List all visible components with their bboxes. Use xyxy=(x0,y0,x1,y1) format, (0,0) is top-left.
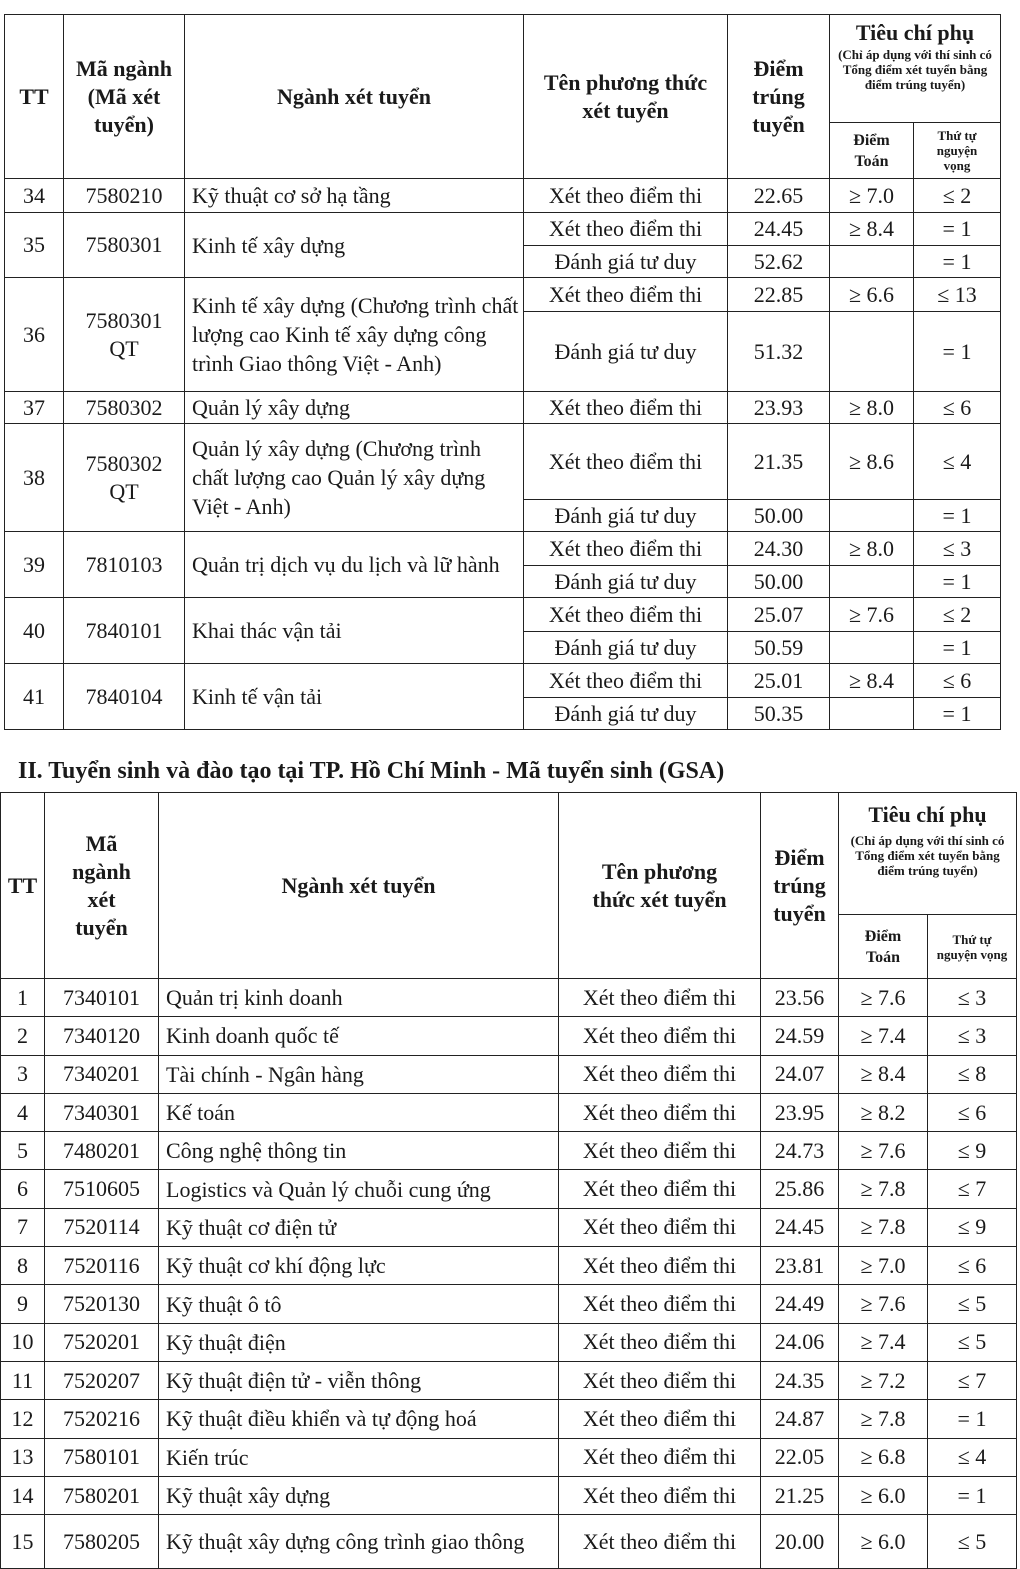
row-nganh: Kỹ thuật ô tô xyxy=(159,1285,559,1323)
row-phuong-thuc: Xét theo điểm thi xyxy=(559,1170,761,1208)
row-diem: 24.07 xyxy=(761,1055,839,1093)
table-row xyxy=(1,1323,1017,1361)
row-phuong-thuc: Xét theo điểm thi xyxy=(524,179,728,213)
row-thu-tu: = 1 xyxy=(928,1476,1017,1514)
row-tt: 5 xyxy=(1,1132,45,1170)
row-ma: 7340120 xyxy=(45,1017,159,1055)
header-nganh: Ngành xét tuyển xyxy=(159,793,559,979)
row-phuong-thuc: Xét theo điểm thi xyxy=(559,1361,761,1399)
row-diem: 22.85 xyxy=(728,278,830,312)
row-nganh: Kỹ thuật điều khiển và tự động hoá xyxy=(159,1400,559,1438)
row-ma: 7520201 xyxy=(45,1323,159,1361)
row-diem-toan xyxy=(830,312,914,392)
row-thu-tu: = 1 xyxy=(914,566,1001,598)
row-tt: 3 xyxy=(1,1055,45,1093)
row-nganh: Kinh tế xây dựng (Chương trình chất lượng cao Kinh tế xây dựng công trình Giao thông Việt - Anh) xyxy=(185,278,524,392)
row-phuong-thuc: Xét theo điểm thi xyxy=(559,1515,761,1569)
row-tt: 13 xyxy=(1,1438,45,1476)
row-ma: 7580205 xyxy=(45,1515,159,1569)
row-thu-tu: ≤ 9 xyxy=(928,1208,1017,1246)
row-thu-tu: = 1 xyxy=(914,698,1001,730)
row-diem-toan: ≥ 7.6 xyxy=(830,598,914,632)
row-tt: 8 xyxy=(1,1247,45,1285)
row-diem: 22.65 xyxy=(728,179,830,213)
row-diem-toan: ≥ 8.4 xyxy=(839,1055,928,1093)
row-tt: 6 xyxy=(1,1170,45,1208)
row-diem-toan: ≥ 8.4 xyxy=(830,213,914,246)
header-ma-nganh: Mã ngành xét tuyển xyxy=(45,793,159,979)
row-phuong-thuc: Đánh giá tư duy xyxy=(524,500,728,532)
row-diem: 21.25 xyxy=(761,1476,839,1514)
row-diem: 24.59 xyxy=(761,1017,839,1055)
row-thu-tu: ≤ 5 xyxy=(928,1515,1017,1569)
row-diem: 23.56 xyxy=(761,979,839,1017)
row-ma: 7580101 xyxy=(45,1438,159,1476)
row-diem-toan: ≥ 8.6 xyxy=(830,424,914,500)
header-diem-toan: Điểm Toán xyxy=(839,915,928,979)
row-phuong-thuc: Xét theo điểm thi xyxy=(559,1400,761,1438)
row-ma: 7340101 xyxy=(45,979,159,1017)
row-phuong-thuc: Xét theo điểm thi xyxy=(559,1132,761,1170)
row-thu-tu: ≤ 7 xyxy=(928,1361,1017,1399)
table-row xyxy=(1,1438,1017,1476)
row-phuong-thuc: Đánh giá tư duy xyxy=(524,566,728,598)
section-title: II. Tuyển sinh và đào tạo tại TP. Hồ Chí Minh - Mã tuyển sinh (GSA) xyxy=(18,758,725,784)
row-ma: 7510605 xyxy=(45,1170,159,1208)
row-thu-tu: ≤ 6 xyxy=(928,1093,1017,1131)
row-nganh: Kỹ thuật xây dựng công trình giao thông xyxy=(159,1515,559,1569)
row-diem: 24.73 xyxy=(761,1132,839,1170)
row-ma: 7340201 xyxy=(45,1055,159,1093)
row-ma: 7580302 xyxy=(64,392,185,424)
row-phuong-thuc: Đánh giá tư duy xyxy=(524,246,728,278)
row-nganh: Kế toán xyxy=(159,1093,559,1131)
row-nganh: Kinh tế xây dựng xyxy=(185,213,524,278)
row-diem: 23.95 xyxy=(761,1093,839,1131)
row-thu-tu: ≤ 3 xyxy=(928,979,1017,1017)
header-tieu-chi xyxy=(839,793,1017,915)
row-diem-toan: ≥ 7.8 xyxy=(839,1400,928,1438)
row-diem-toan: ≥ 7.2 xyxy=(839,1361,928,1399)
row-thu-tu: ≤ 9 xyxy=(928,1132,1017,1170)
row-thu-tu: ≤ 6 xyxy=(928,1247,1017,1285)
row-diem: 22.05 xyxy=(761,1438,839,1476)
row-nganh: Kỹ thuật cơ khí động lực xyxy=(159,1247,559,1285)
row-diem: 50.00 xyxy=(728,566,830,598)
row-nganh: Quản trị dịch vụ du lịch và lữ hành xyxy=(185,532,524,598)
row-thu-tu: = 1 xyxy=(914,500,1001,532)
header-diem: Điểm trúng tuyển xyxy=(761,793,839,979)
row-nganh: Công nghệ thông tin xyxy=(159,1132,559,1170)
row-phuong-thuc: Xét theo điểm thi xyxy=(559,1055,761,1093)
row-diem-toan xyxy=(830,500,914,532)
row-nganh: Logistics và Quản lý chuỗi cung ứng xyxy=(159,1170,559,1208)
row-thu-tu: ≤ 2 xyxy=(914,598,1001,632)
row-phuong-thuc: Xét theo điểm thi xyxy=(559,1476,761,1514)
header-thu-tu: Thứ tự nguyện vọng xyxy=(914,123,1001,179)
row-thu-tu: ≤ 2 xyxy=(914,179,1001,213)
row-diem: 24.87 xyxy=(761,1400,839,1438)
row-tt: 39 xyxy=(5,532,64,598)
row-nganh: Tài chính - Ngân hàng xyxy=(159,1055,559,1093)
row-phuong-thuc: Xét theo điểm thi xyxy=(559,1438,761,1476)
row-tt: 41 xyxy=(5,664,64,730)
row-tt: 1 xyxy=(1,979,45,1017)
row-diem: 23.81 xyxy=(761,1247,839,1285)
row-phuong-thuc: Xét theo điểm thi xyxy=(559,1093,761,1131)
row-phuong-thuc: Xét theo điểm thi xyxy=(559,1017,761,1055)
row-diem-toan: ≥ 8.0 xyxy=(830,532,914,566)
row-diem-toan: ≥ 6.0 xyxy=(839,1476,928,1514)
table-row xyxy=(1,1093,1017,1131)
row-tt: 12 xyxy=(1,1400,45,1438)
tieu-chi-note: (Chỉ áp dụng với thí sinh có Tổng điểm xét tuyển bằng điểm trúng tuyển) xyxy=(850,833,1005,878)
row-tt: 2 xyxy=(1,1017,45,1055)
header-phuong-thuc: Tên phương thức xét tuyển xyxy=(559,793,761,979)
row-tt: 9 xyxy=(1,1285,45,1323)
row-diem: 24.49 xyxy=(761,1285,839,1323)
row-ma: 7520207 xyxy=(45,1361,159,1399)
row-thu-tu: ≤ 7 xyxy=(928,1170,1017,1208)
row-diem: 50.59 xyxy=(728,632,830,664)
row-diem: 21.35 xyxy=(728,424,830,500)
table-row xyxy=(1,1208,1017,1246)
row-nganh: Kỹ thuật cơ điện tử xyxy=(159,1208,559,1246)
row-nganh: Kinh doanh quốc tế xyxy=(159,1017,559,1055)
row-diem: 25.86 xyxy=(761,1170,839,1208)
row-diem-toan: ≥ 7.6 xyxy=(839,1132,928,1170)
row-diem-toan: ≥ 8.2 xyxy=(839,1093,928,1131)
row-diem: 20.00 xyxy=(761,1515,839,1569)
row-tt: 15 xyxy=(1,1515,45,1569)
header-thu-tu: Thứ tự nguyện vọng xyxy=(928,915,1017,979)
row-diem: 23.93 xyxy=(728,392,830,424)
row-nganh: Kỹ thuật cơ sở hạ tầng xyxy=(185,179,524,213)
row-diem-toan: ≥ 7.8 xyxy=(839,1208,928,1246)
row-diem-toan xyxy=(830,698,914,730)
row-ma: 7520114 xyxy=(45,1208,159,1246)
row-diem: 51.32 xyxy=(728,312,830,392)
row-thu-tu: ≤ 3 xyxy=(914,532,1001,566)
row-thu-tu: ≤ 13 xyxy=(914,278,1001,312)
row-phuong-thuc: Đánh giá tư duy xyxy=(524,632,728,664)
admission-table-hanoi xyxy=(4,14,1001,730)
row-diem-toan: ≥ 6.0 xyxy=(839,1515,928,1569)
row-diem: 52.62 xyxy=(728,246,830,278)
row-diem: 24.45 xyxy=(761,1208,839,1246)
table-row xyxy=(1,1132,1017,1170)
row-ma: 7520116 xyxy=(45,1247,159,1285)
row-thu-tu: ≤ 8 xyxy=(928,1055,1017,1093)
row-tt: 4 xyxy=(1,1093,45,1131)
table-row xyxy=(1,1476,1017,1514)
table-row xyxy=(1,1170,1017,1208)
row-thu-tu: ≤ 4 xyxy=(914,424,1001,500)
table-row xyxy=(1,1400,1017,1438)
row-diem-toan xyxy=(830,246,914,278)
tieu-chi-title: Tiêu chí phụ xyxy=(868,802,987,827)
row-diem-toan: ≥ 8.4 xyxy=(830,664,914,698)
table-row xyxy=(1,1055,1017,1093)
row-tt: 38 xyxy=(5,424,64,532)
row-phuong-thuc: Xét theo điểm thi xyxy=(524,213,728,246)
row-ma: 7580301 QT xyxy=(64,278,185,392)
row-nganh: Quản trị kinh doanh xyxy=(159,979,559,1017)
row-nganh: Quản lý xây dựng xyxy=(185,392,524,424)
row-diem-toan: ≥ 7.0 xyxy=(830,179,914,213)
row-ma: 7480201 xyxy=(45,1132,159,1170)
row-phuong-thuc: Xét theo điểm thi xyxy=(524,598,728,632)
row-nganh: Kỹ thuật điện tử - viễn thông xyxy=(159,1361,559,1399)
header-phuong-thuc: Tên phương thức xét tuyển xyxy=(524,15,728,179)
row-diem-toan: ≥ 7.6 xyxy=(839,979,928,1017)
row-ma: 7840104 xyxy=(64,664,185,730)
row-tt: 36 xyxy=(5,278,64,392)
row-thu-tu: = 1 xyxy=(914,213,1001,246)
row-thu-tu: ≤ 6 xyxy=(914,392,1001,424)
table2-body xyxy=(1,979,1017,1569)
row-diem-toan xyxy=(830,632,914,664)
row-diem-toan: ≥ 8.0 xyxy=(830,392,914,424)
row-phuong-thuc: Xét theo điểm thi xyxy=(559,979,761,1017)
header-diem-toan: Điểm Toán xyxy=(830,123,914,179)
row-thu-tu: = 1 xyxy=(914,632,1001,664)
row-ma: 7580210 xyxy=(64,179,185,213)
row-ma: 7520130 xyxy=(45,1285,159,1323)
row-nganh: Khai thác vận tải xyxy=(185,598,524,664)
row-thu-tu: ≤ 3 xyxy=(928,1017,1017,1055)
tieu-chi-note: (Chỉ áp dụng với thí sinh có Tổng điểm xét tuyển bằng điểm trúng tuyển) xyxy=(838,47,992,92)
row-diem-toan: ≥ 7.4 xyxy=(839,1323,928,1361)
row-diem-toan: ≥ 6.6 xyxy=(830,278,914,312)
row-ma: 7810103 xyxy=(64,532,185,598)
row-diem: 50.35 xyxy=(728,698,830,730)
row-nganh: Kỹ thuật xây dựng xyxy=(159,1476,559,1514)
row-thu-tu: ≤ 5 xyxy=(928,1323,1017,1361)
row-phuong-thuc: Xét theo điểm thi xyxy=(559,1323,761,1361)
row-tt: 7 xyxy=(1,1208,45,1246)
header-diem: Điểm trúng tuyển xyxy=(728,15,830,179)
row-ma: 7340301 xyxy=(45,1093,159,1131)
row-diem-toan: ≥ 7.0 xyxy=(839,1247,928,1285)
row-thu-tu: ≤ 5 xyxy=(928,1285,1017,1323)
row-tt: 14 xyxy=(1,1476,45,1514)
row-nganh: Quản lý xây dựng (Chương trình chất lượng cao Quản lý xây dựng Việt - Anh) xyxy=(185,424,524,532)
row-diem-toan xyxy=(830,566,914,598)
row-diem: 24.45 xyxy=(728,213,830,246)
row-tt: 11 xyxy=(1,1361,45,1399)
row-diem: 25.01 xyxy=(728,664,830,698)
tieu-chi-title: Tiêu chí phụ xyxy=(855,20,975,45)
header-ma-nganh: Mã ngành (Mã xét tuyển) xyxy=(64,15,185,179)
header-tt: TT xyxy=(1,793,45,979)
row-tt: 35 xyxy=(5,213,64,278)
row-tt: 10 xyxy=(1,1323,45,1361)
admission-table-hcm xyxy=(0,792,1017,1569)
row-thu-tu: = 1 xyxy=(914,246,1001,278)
row-phuong-thuc: Xét theo điểm thi xyxy=(524,664,728,698)
row-ma: 7580201 xyxy=(45,1476,159,1514)
row-diem: 24.06 xyxy=(761,1323,839,1361)
row-thu-tu: ≤ 6 xyxy=(914,664,1001,698)
row-phuong-thuc: Xét theo điểm thi xyxy=(559,1285,761,1323)
row-diem-toan: ≥ 6.8 xyxy=(839,1438,928,1476)
row-tt: 40 xyxy=(5,598,64,664)
row-diem-toan: ≥ 7.4 xyxy=(839,1017,928,1055)
row-phuong-thuc: Xét theo điểm thi xyxy=(524,392,728,424)
row-phuong-thuc: Xét theo điểm thi xyxy=(559,1247,761,1285)
row-phuong-thuc: Xét theo điểm thi xyxy=(524,424,728,500)
row-phuong-thuc: Đánh giá tư duy xyxy=(524,698,728,730)
row-diem-toan: ≥ 7.6 xyxy=(839,1285,928,1323)
table-row xyxy=(1,1017,1017,1055)
row-thu-tu: = 1 xyxy=(928,1400,1017,1438)
row-phuong-thuc: Xét theo điểm thi xyxy=(524,532,728,566)
row-nganh: Kỹ thuật điện xyxy=(159,1323,559,1361)
row-ma: 7520216 xyxy=(45,1400,159,1438)
row-tt: 37 xyxy=(5,392,64,424)
row-thu-tu: = 1 xyxy=(914,312,1001,392)
row-ma: 7580302 QT xyxy=(64,424,185,532)
row-nganh: Kinh tế vận tải xyxy=(185,664,524,730)
row-phuong-thuc: Xét theo điểm thi xyxy=(524,278,728,312)
row-nganh: Kiến trúc xyxy=(159,1438,559,1476)
row-phuong-thuc: Xét theo điểm thi xyxy=(559,1208,761,1246)
row-thu-tu: ≤ 4 xyxy=(928,1438,1017,1476)
table-row xyxy=(1,1247,1017,1285)
table-row xyxy=(1,1361,1017,1399)
header-tt: TT xyxy=(5,15,64,179)
row-diem: 50.00 xyxy=(728,500,830,532)
row-tt: 34 xyxy=(5,179,64,213)
row-diem: 25.07 xyxy=(728,598,830,632)
row-diem: 24.35 xyxy=(761,1361,839,1399)
row-phuong-thuc: Đánh giá tư duy xyxy=(524,312,728,392)
header-nganh: Ngành xét tuyển xyxy=(185,15,524,179)
row-ma: 7580301 xyxy=(64,213,185,278)
row-diem: 24.30 xyxy=(728,532,830,566)
header-tieu-chi xyxy=(830,15,1001,123)
row-diem-toan: ≥ 7.8 xyxy=(839,1170,928,1208)
table-row xyxy=(1,1285,1017,1323)
row-ma: 7840101 xyxy=(64,598,185,664)
table-row xyxy=(1,1515,1017,1569)
table-row xyxy=(1,979,1017,1017)
